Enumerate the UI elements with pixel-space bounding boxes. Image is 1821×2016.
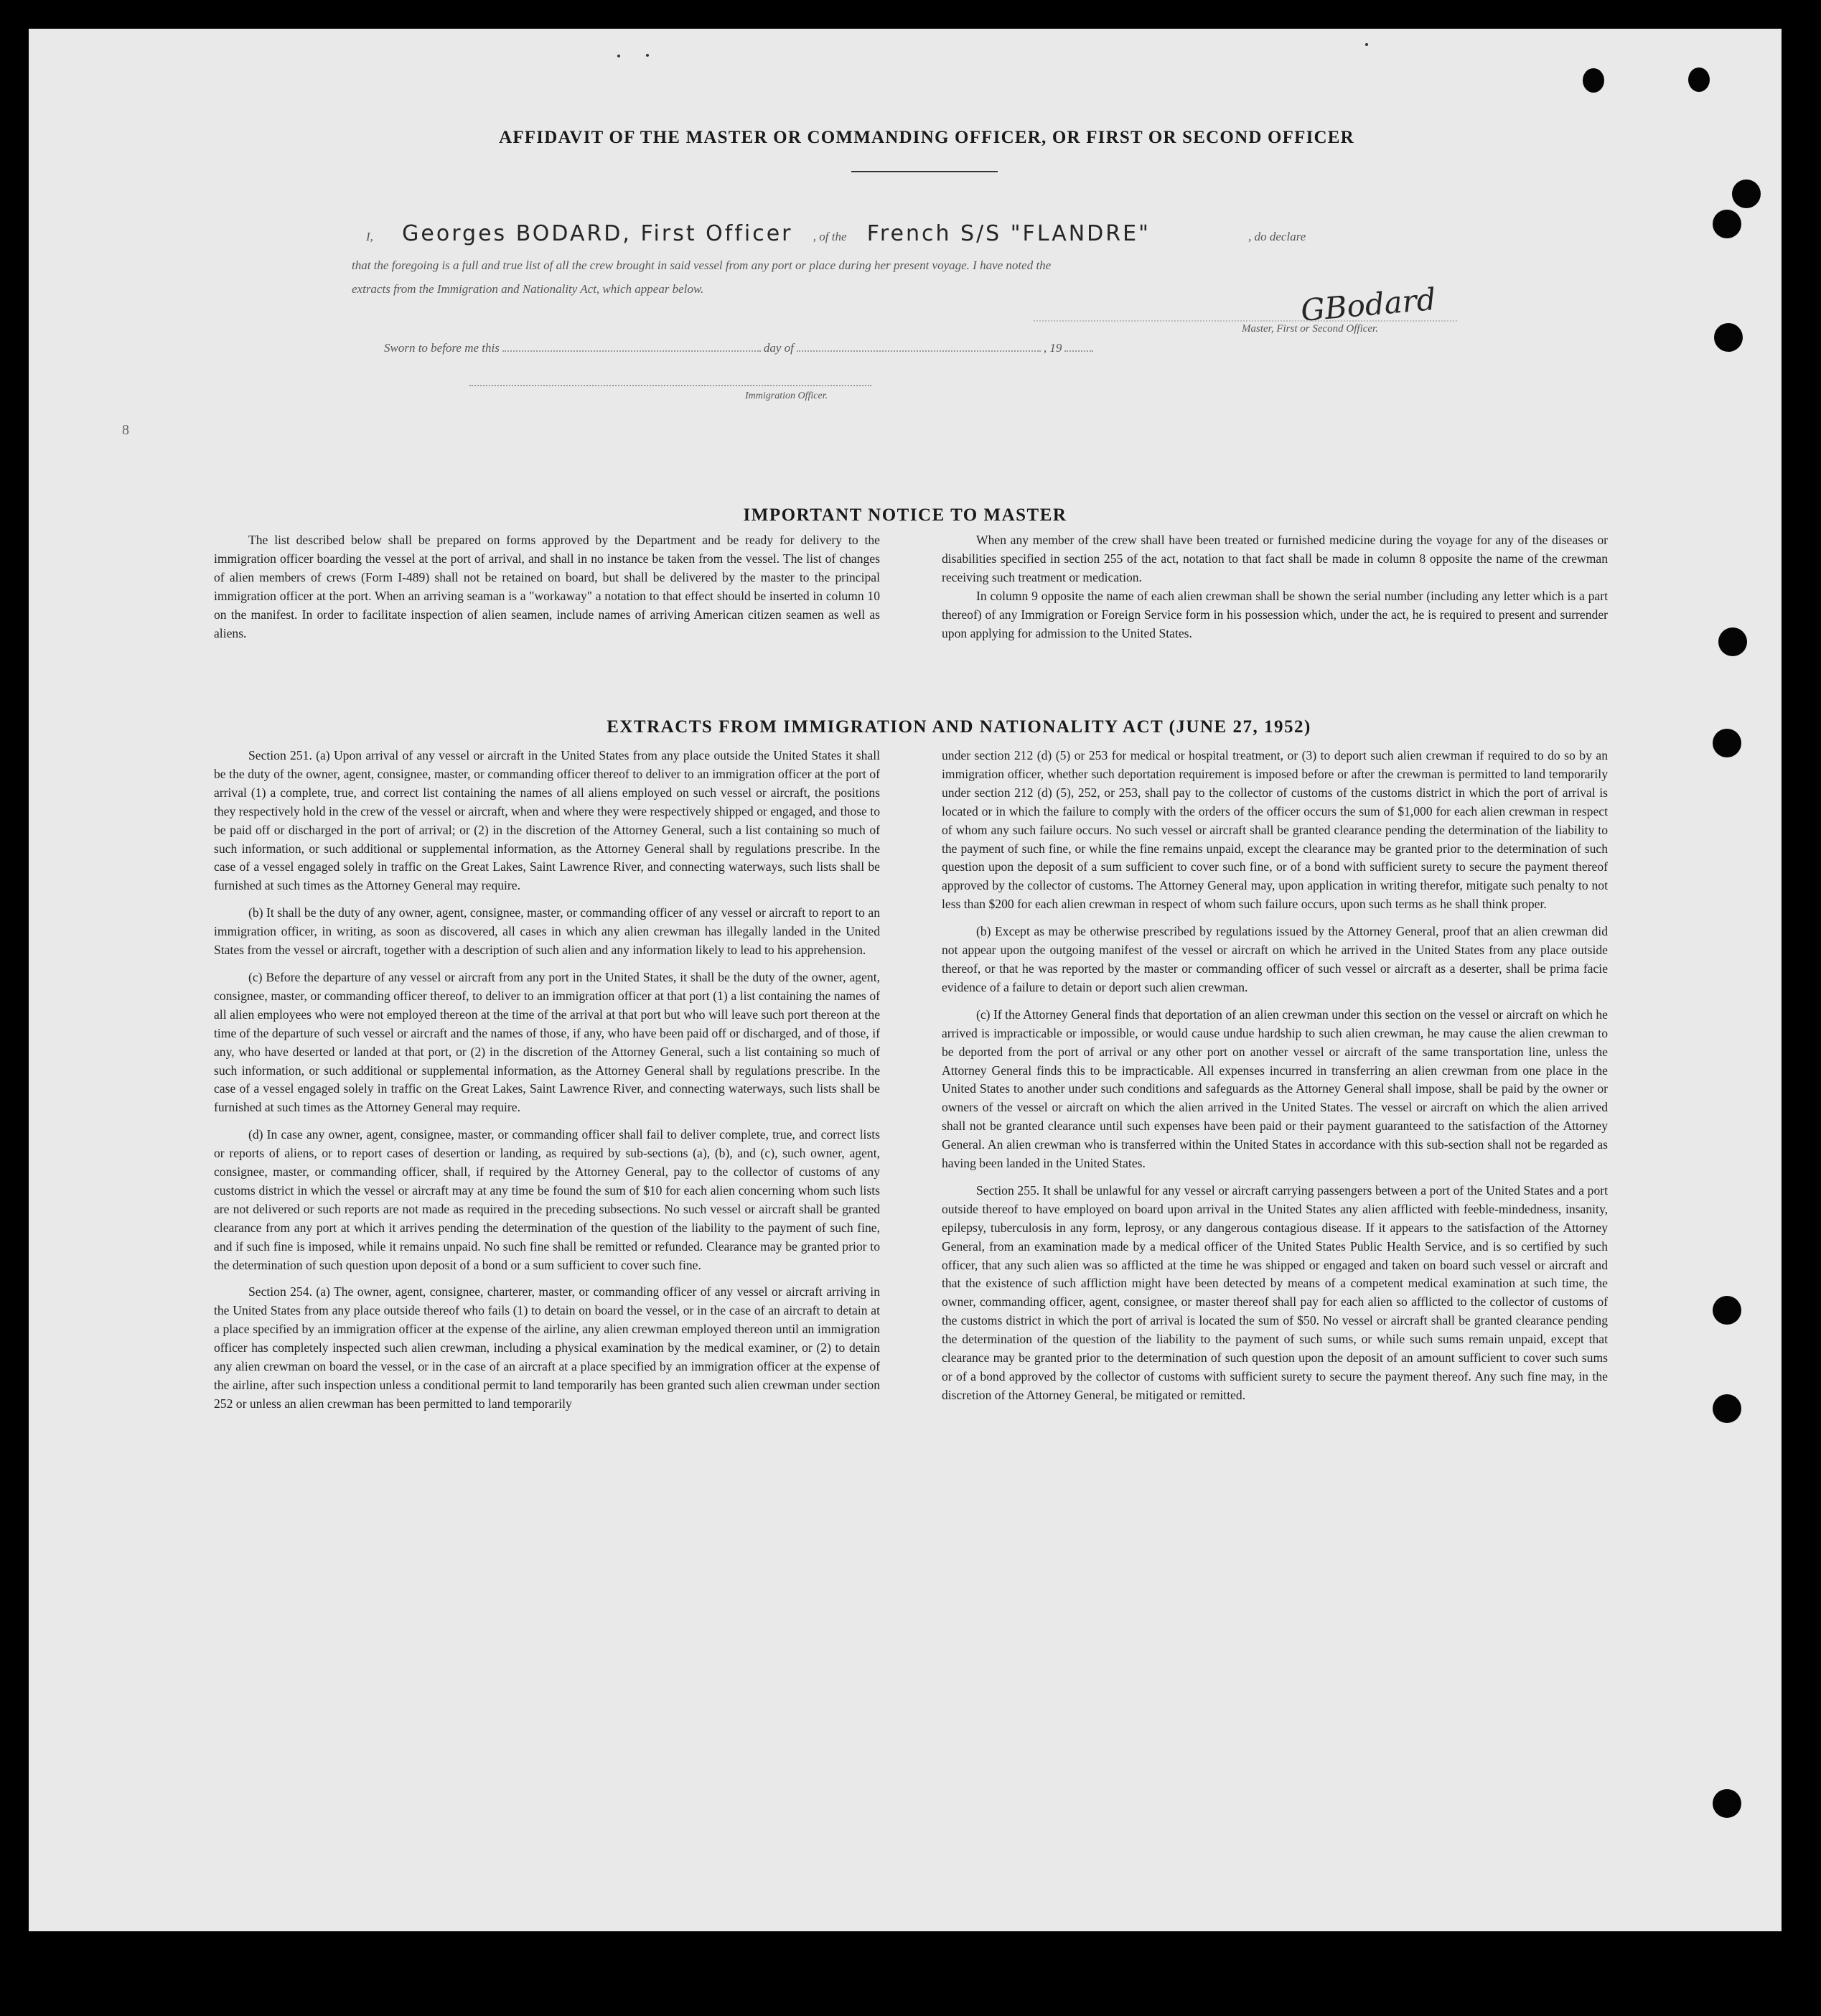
punch-hole	[1713, 210, 1741, 238]
extract-paragraph: Section 251. (a) Upon arrival of any vessel or aircraft in the United States from any place outside the United States it shall be the duty of the owner, agent, consignee, master, or commanding officer thereof to deliver to an immigration officer at the port of arrival (1) a complete, true, and correct list containing the names of all aliens employed on such vessel or aircraft, the positions they respectively hold in the crew of the vessel or aircraft, when and where they were respectively shipped or engaged, and those to be paid off or discharged in the port of arrival; or (2) in the discretion of the Attorney General, such a list containing so much of such information, or such additional or supplemental information, as the Attorney General shall by regulations prescribe. In the case of a vessel engaged solely in traffic on the Great Lakes, Saint Lawrence River, and connecting waterways, such lists shall be furnished at such times as the Attorney General may require.	[214, 748, 880, 893]
punch-hole	[1718, 627, 1747, 656]
sworn-label: Sworn to before me this	[384, 341, 500, 355]
do-declare-label: , do declare	[1248, 230, 1306, 243]
extracts-left-column	[214, 747, 880, 1422]
document-page	[29, 29, 1782, 1931]
extracts-right-column	[942, 747, 1608, 1414]
vessel-name-handwritten: French S/S "FLANDRE"	[866, 221, 1151, 246]
notice-left-column	[214, 531, 880, 643]
declaration-line-1	[366, 221, 1500, 246]
speck	[646, 54, 649, 57]
notice-paragraph: In column 9 opposite the name of each alien crewman shall be shown the serial number (including any letter which is a part thereof) of any Immigration or Foreign Service form in his possession which, under the act, he is required to present and surrender upon applying for admission to the United States.	[942, 588, 1608, 640]
extract-paragraph: Section 254. (a) The owner, agent, consignee, charterer, master, or commanding officer of any vessel or aircraft arriving in the United States from any place outside thereof who fails (1) to detain on board the vessel, or in the case of an aircraft to detain at a place specified by an immigration officer at the expense of the airline, any alien crewman employed thereon until an immigration officer has completely inspected such alien crewman, including a physical examination by the medical examiner, or (2) to detain any alien crewman on board the vessel, or in the case of an aircraft at a place specified by an immigration officer at the expense of the airline, after such inspection unless a conditional permit to land temporarily has been granted such alien crewman under section 252 or unless an alien crewman has been permitted to land temporarily	[214, 1284, 880, 1411]
sworn-year-blank	[1064, 340, 1093, 352]
extract-paragraph: (c) If the Attorney General finds that deportation of an alien crewman under this section on the vessel or aircraft on which he arrived is impracticable or impossible, or would cause undue hardship to such alien crewman, he may cause the alien crewman to be deported from the port of arrival or any other port on another vessel or aircraft of the same transportation line, unless the Attorney General finds this to be impracticable. All expenses incurred in transferring an alien crewman from one place in the United States to another under such conditions and safeguards as the Attorney General shall impose, shall be paid by the owner or owners of the vessel or aircraft on which the alien arrived in the United States. The vessel or aircraft on which the alien arrived shall not be granted clearance until such expenses have been paid or their payment guaranteed to the satisfaction of the Attorney General. An alien crewman who is transferred within the United States in accordance with this sub-section shall not be regarded as having been landed in the United States.	[942, 1007, 1608, 1171]
day-of-label: day of	[763, 341, 794, 355]
sworn-line	[384, 340, 1093, 355]
notice-right-column	[942, 531, 1608, 643]
of-the-label: , of the	[813, 230, 847, 243]
declaration-line-2: that the foregoing is a full and true list of all the crew brought in said vessel from any port or place during her present voyage. I have noted the	[352, 258, 1052, 272]
extracts-title: EXTRACTS FROM IMMIGRATION AND NATIONALITY ACT (JUNE 27, 1952)	[607, 717, 1311, 737]
signature-rule	[1034, 320, 1457, 322]
immigration-officer-caption: Immigration Officer.	[745, 391, 828, 401]
punch-hole	[1714, 323, 1743, 352]
extract-paragraph: (d) In case any owner, agent, consignee, master, or commanding officer shall fail to deliver complete, true, and correct lists or reports of aliens, or to report cases of desertion or landing, as required by sub-sections (a), (b), and (c), such owner, agent, consignee, master, or commanding officer, shall, if required by the Attorney General, pay to the collector of customs of any customs district in which the vessel or aircraft may at any time be found the sum of $10 for each alien concerning whom such lists are not delivered or such reports are not made as required in the preceding subsections. No such vessel or aircraft shall be granted clearance from any port at which it arrives pending the determination of the question of the liability to the payment of such fine, and if such fine is imposed, while it remains unpaid. No such fine shall be remitted or refunded. Clearance may be granted prior to the determination of such question upon deposit of a bond or a sum sufficient to cover such fine.	[214, 1127, 880, 1272]
officer-name-handwritten: Georges BODARD, First Officer	[402, 221, 793, 246]
speck	[617, 55, 620, 57]
punch-hole	[1688, 67, 1710, 92]
punch-hole	[1713, 1789, 1741, 1818]
signature-caption: Master, First or Second Officer.	[1242, 323, 1378, 335]
notice-paragraph: The list described below shall be prepared on forms approved by the Department and be ready for delivery to the immigration officer boarding the vessel at the port of arrival, and shall in no instance be taken from the vessel. The list of changes of alien members of crews (Form I-489) shall not be retained on board, but shall be delivered by the master to the principal immigration officer at the port. When an arriving seaman is a "workaway" a notation to that effect should be inserted in column 10 on the manifest. In order to facilitate inspection of alien seamen, include names of arriving American citizen seamen as well as aliens.	[214, 533, 880, 640]
extract-paragraph: (b) Except as may be otherwise prescribed by regulations issued by the Attorney General, proof that an alien crewman did not appear upon the outgoing manifest of the vessel or aircraft on which he arrived in the United States from any place outside thereof, or that he was reported by the master or commanding officer of such vessel or aircraft as a deserter, shall be prima facie evidence of a failure to detain or deport such alien crewman.	[942, 924, 1608, 994]
sworn-day-blank	[502, 340, 761, 352]
punch-hole	[1713, 1394, 1741, 1423]
punch-hole	[1732, 179, 1761, 208]
title-rule	[851, 171, 998, 172]
extract-paragraph: (c) Before the departure of any vessel or aircraft from any port in the United States, it shall be the duty of the owner, agent, consignee, master, or commanding officer thereof, to deliver to an immigration officer at that port (1) a list containing the names of all alien employees who were not employed thereon at the time of the arrival at that port but who will leave such port thereon at the time of the departure of such vessel or aircraft and the names of those, if any, who have been paid off or discharged, and of those, if any, who have deserted or landed at that port, or (2) in the discretion of the Attorney General, such a list containing so much of such information, or such additional or supplemental information, as the Attorney General shall by regulations prescribe. In the case of a vessel engaged solely in traffic on the Great Lakes, Saint Lawrence River, and connecting waterways, such lists shall be furnished at such times as the Attorney General may require.	[214, 969, 880, 1115]
punch-hole	[1583, 68, 1604, 93]
extract-paragraph: Section 255. It shall be unlawful for any vessel or aircraft carrying passengers between a port of the United States and a port outside thereof to have employed on board upon arrival in the United States any alien afflicted with feeble-mindedness, insanity, epilepsy, tuberculosis in any form, leprosy, or any dangerous contagious disease. If it appears to the satisfaction of the Attorney General, from an examination made by a medical officer of the United States Public Health Service, and is so certified by such officer, that any such alien was so afflicted at the time he was shipped or engaged and taken on board such vessel or aircraft and that the existence of such affliction might have been detected by means of a competent medical examination at such time, the owner, commanding officer, agent, consignee, or master thereof shall pay for each alien so afflicted to the collector of customs of the customs district in which the port of arrival is located the sum of $50. No vessel or aircraft shall be granted clearance pending the determination of the question of the liability to the payment of such sums, or while such sums remain unpaid, except that clearance may be granted prior to the determination of such question upon the deposit of an amount sufficient to cover such sums or of a bond approved by the collector of customs with sufficient surety to secure the payment thereof. Any such fine may, in the discretion of the Attorney General, be mitigated or remitted.	[942, 1182, 1608, 1402]
affidavit-title: AFFIDAVIT OF THE MASTER OR COMMANDING OFFICER, OR FIRST OR SECOND OFFICER	[499, 128, 1354, 147]
year-label: , 19	[1043, 341, 1062, 355]
declaration-line-3: extracts from the Immigration and Nationality Act, which appear below.	[352, 282, 704, 296]
i-label: I,	[366, 230, 373, 243]
officer-rule	[469, 385, 871, 386]
signature-handwritten: GBodard	[1299, 281, 1438, 329]
speck	[1365, 43, 1368, 46]
notice-title: IMPORTANT NOTICE TO MASTER	[743, 505, 1067, 525]
notice-paragraph: When any member of the crew shall have been treated or furnished medicine during the voyage for any of the diseases or disabilities specified in section 255 of the act, notation to that fact shall be made in column 8 opposite the name of the crewman receiving such treatment or medication.	[942, 533, 1608, 584]
punch-hole	[1713, 1296, 1741, 1325]
extract-paragraph: under section 212 (d) (5) or 253 for medical or hospital treatment, or (3) to deport such alien crewman if required to do so by an immigration officer, whether such deportation requirement is imposed before or after the crewman is permitted to land temporarily under section 212 (d) (5), 252, or 253, shall pay to the collector of customs of the customs district in which the port of arrival is located or in which the failure to comply with the orders of the officer occurs the sum of $1,000 for each alien crewman in respect of whom any such failure occurs. No such vessel or aircraft shall be granted clearance pending the determination of the liability to the payment of such fine, or while the fine remains unpaid, except the clearance may be granted prior to the determination of such question upon the deposit of a sum sufficient to cover such fine, or of a bond with sufficient surety to secure the payment thereof approved by the collector of customs. The Attorney General may, upon application in writing therefor, mitigate such penalty to not less than $200 for each alien crewman in respect of whom such failure occurs, upon such terms as he shall think proper.	[942, 748, 1608, 912]
extract-paragraph: (b) It shall be the duty of any owner, agent, consignee, master, or commanding officer of any vessel or aircraft to report to an immigration officer, in writing, as soon as discovered, all cases in which any alien crewman has illegally landed in the United States from the vessel or aircraft, together with a description of such alien and any information likely to lead to his apprehension.	[214, 905, 880, 958]
margin-mark: 8	[122, 422, 129, 438]
sworn-month-blank	[797, 340, 1041, 352]
